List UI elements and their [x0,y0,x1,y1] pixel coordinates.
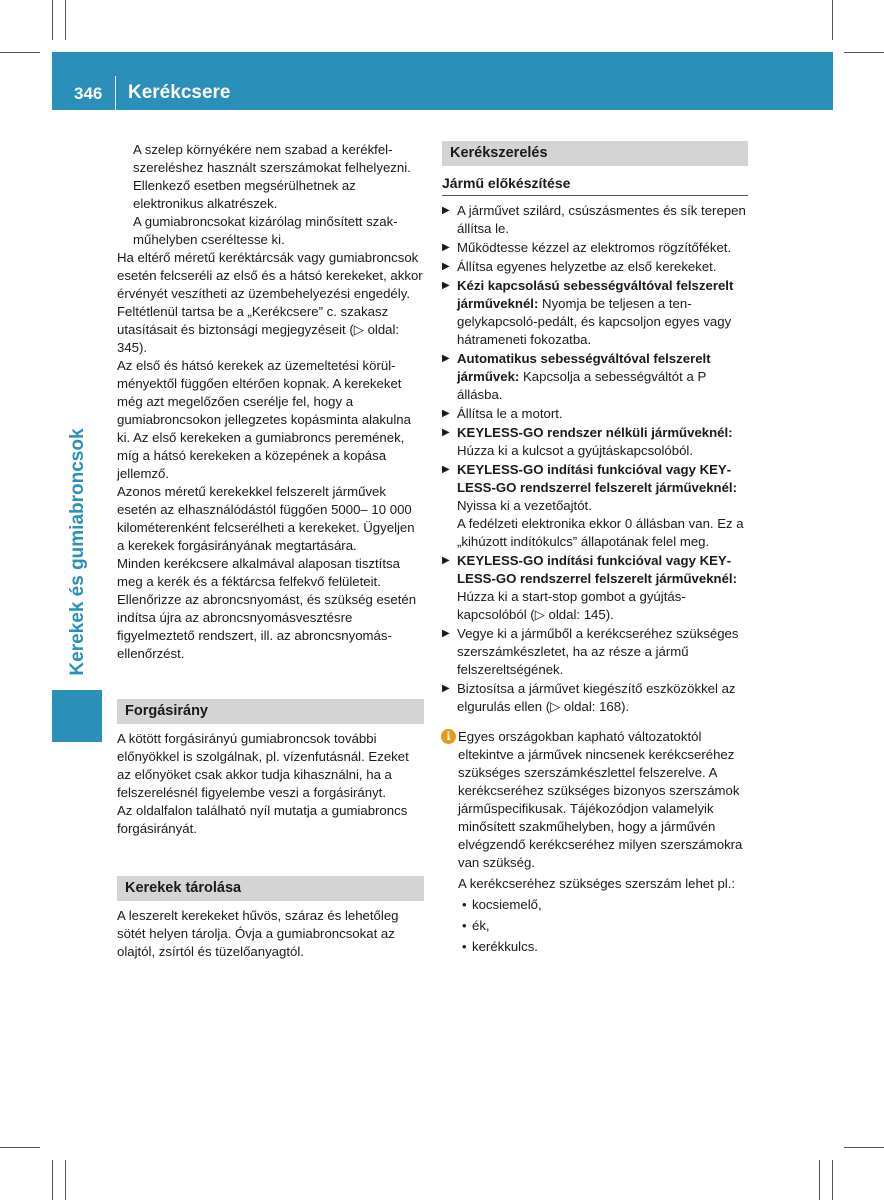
bullet-dot-icon: • [462,939,467,954]
step-text: Működtesse kézzel az elektromos rögzítőféket. [457,240,732,255]
instruction-step [442,680,748,716]
instruction-step [442,277,748,349]
section-heading: Forgásirány [117,699,424,724]
instruction-step [442,239,748,257]
step-text: Húzza ki a start-stop gombot a gyújtáskapcsolóból (▷ oldal: 145). [457,589,686,622]
bullet-list [458,896,748,956]
bullet-item [458,938,748,956]
paragraph: A leszerelt kerekeket hűvös, száraz és lehetőleg sötét helyen tárolja. Óvja a gumiabroncsokat az olajtól, zsírtól és tüzelőanyagtól. [117,908,399,959]
step-text: Kapcsolja a sebességváltót a P állásba. [457,369,707,402]
instruction-step [442,552,748,624]
sub-heading: Jármű előkészítése [442,174,748,196]
bullet-text: ék, [472,918,490,933]
step-text: Húzza ki a kulcsot a gyújtáskapcsolóból. [457,443,694,458]
paragraph: A szelep környékére nem szabad a kerékfelszereléshez használt szerszámokat felhelyezni. Ellenkező esetben megsérülhetnek az elektronikus alkatrészek. [133,142,411,211]
step-text: Nyissa ki a vezetőajtót. [457,498,592,513]
header-divider [115,76,116,110]
step-arrow-icon: ▶ [442,353,450,364]
step-condition: KEYLESS-GO indítási funkcióval vagy KEYLESS-GO rendszerrel felszerelt járműveknél: [457,462,737,495]
crop-mark [832,0,833,40]
crop-mark [52,0,53,40]
crop-mark [844,1147,884,1148]
section-heading: Kerekek tárolása [117,876,424,901]
step-text: A járművet szilárd, csúszásmentes és sík terepen állítsa le. [457,203,746,236]
crop-mark [0,1147,40,1148]
instruction-step [442,461,748,551]
step-condition: KEYLESS-GO indítási funkcióval vagy KEYLESS-GO rendszerrel felszerelt járműveknél: [457,553,737,586]
crop-mark [832,1160,833,1200]
step-text: Állítsa egyenes helyzetbe az első kerekeket. [457,259,717,274]
paragraph: Az oldalfalon található nyíl mutatja a gumiabroncs forgásirányát. [117,803,408,836]
side-tab-marker [52,690,102,742]
info-icon: i [441,729,456,744]
step-arrow-icon: ▶ [442,555,450,566]
bullet-text: kerékkulcs. [472,939,538,954]
step-arrow-icon: ▶ [442,408,450,419]
note-paragraph: Egyes országokban kapható változatoktól eltekintve a járművek nincsenek kerékcseréhez szükséges szerszámkészlettel felszerelve. A kerékcseréhez szükséges bizonyos szerszámok járműspecifikusak. Tájékozódjon valamelyik minősített szakműhelyben, hogy a járművén elvégzendő kerékcseréhez milyen szerszámokra van szükség. [458,729,743,870]
paragraph: Feltétlenül tartsa be a „Kerékcsere” c. szakasz utasításait és biztonsági megjegyzéseit (▷ oldal: 345). [117,304,400,355]
step-text: Nyomja be teljesen a tengelykapcsoló-pedált, és kapcsoljon egyes vagy hátrameneti fokozatba. [457,296,732,347]
crop-mark [52,1160,53,1200]
step-arrow-icon: ▶ [442,242,450,253]
paragraph: Ha eltérő méretű keréktárcsák vagy gumiabroncsok esetén felcseréli az első és a hátsó kerekeket, akkor érvényét veszítheti az üzembehelyezési engedély. [117,250,423,301]
step-arrow-icon: ▶ [442,205,450,216]
instruction-step [442,202,748,238]
instruction-step [442,625,748,679]
step-arrow-icon: ▶ [442,427,450,438]
step-arrow-icon: ▶ [442,683,450,694]
crop-mark [819,1160,820,1200]
paragraph: Minden kerékcsere alkalmával alaposan tisztítsa meg a kerék és a féktárcsa felfekvő felületeit. Ellenőrizze az abroncsnyomást, és szükség esetén indítsa újra az abroncsnyomásvesztésre figyelmeztető rendszert, ill. az abroncsnyomásellenőrzést. [117,556,417,661]
left-column [117,141,424,961]
step-text: Vegye ki a járműből a kerékcseréhez szükséges szerszámkészletet, ha az része a jármű felszereltségének. [457,626,739,677]
instruction-step [442,350,748,404]
paragraph: A gumiabroncsokat kizárólag minősített szakműhelyben cseréltesse ki. [133,214,398,247]
step-condition: Kézi kapcsolású sebességváltóval felszerelt járműveknél: [457,278,734,311]
section-heading: Kerékszerelés [442,141,748,166]
bullet-dot-icon: • [462,897,467,912]
step-arrow-icon: ▶ [442,261,450,272]
crop-mark [65,0,66,40]
paragraph: Az első és hátsó kerekek az üzemeltetési körülményektől függően eltérően kopnak. A kerekeket még azt megelőzően cserélje fel, hogy a gumiabroncsokon jellegzetes kopásminta alakulna ki. Az első kerekeken a gumiabroncs peremének, míg a hátsó kerekeken a közepének a kopása jellemző. [117,358,411,481]
chapter-label: Kerekek és gumiabroncsok [67,428,88,676]
instruction-step [442,424,748,460]
step-arrow-icon: ▶ [442,464,450,475]
bullet-text: kocsiemelő, [472,897,542,912]
crop-mark [844,52,884,53]
crop-mark [0,52,40,53]
bullet-item [458,917,748,935]
step-condition: KEYLESS-GO rendszer nélküli járműveknél: [457,425,733,440]
step-arrow-icon: ▶ [442,280,450,291]
bullet-dot-icon: • [462,918,467,933]
step-text: Biztosítsa a járművet kiegészítő eszközökkel az elgurulás ellen (▷ oldal: 168). [457,681,736,714]
step-arrow-icon: ▶ [442,628,450,639]
note-paragraph: A kerékcseréhez szükséges szerszám lehet pl.: [458,876,736,891]
step-text: Állítsa le a motort. [457,406,563,421]
page-number: 346 [74,84,103,103]
paragraph: A kötött forgásirányú gumiabroncsok további előnyökkel is szolgálnak, pl. vízenfutásnál. Ezeket az előnyöket csak akkor tudja kihasználni, ha a felszerelésnél figyelembe veszi a forgásirányt. [117,731,409,800]
instruction-step [442,405,748,423]
paragraph: Azonos méretű kerekekkel felszerelt járművek esetén az elhasználódástól függően 5000– 10 000 kilométerenként felcserélheti a kerekeket. Ügyeljen a kerekek forgásirányának megtartására. [117,484,415,553]
page-title: Kerékcsere [128,82,231,103]
right-column [442,141,748,956]
step-condition: Automatikus sebességváltóval felszerelt járművek: [457,351,711,384]
crop-mark [65,1160,66,1200]
step-list [442,202,748,716]
instruction-step [442,258,748,276]
bullet-item [458,896,748,914]
info-note [442,728,748,956]
step-note: A fedélzeti elektronika ekkor 0 állásban van. Ez a „kihúzott indítókulcs” állapotának felel meg. [457,516,744,549]
